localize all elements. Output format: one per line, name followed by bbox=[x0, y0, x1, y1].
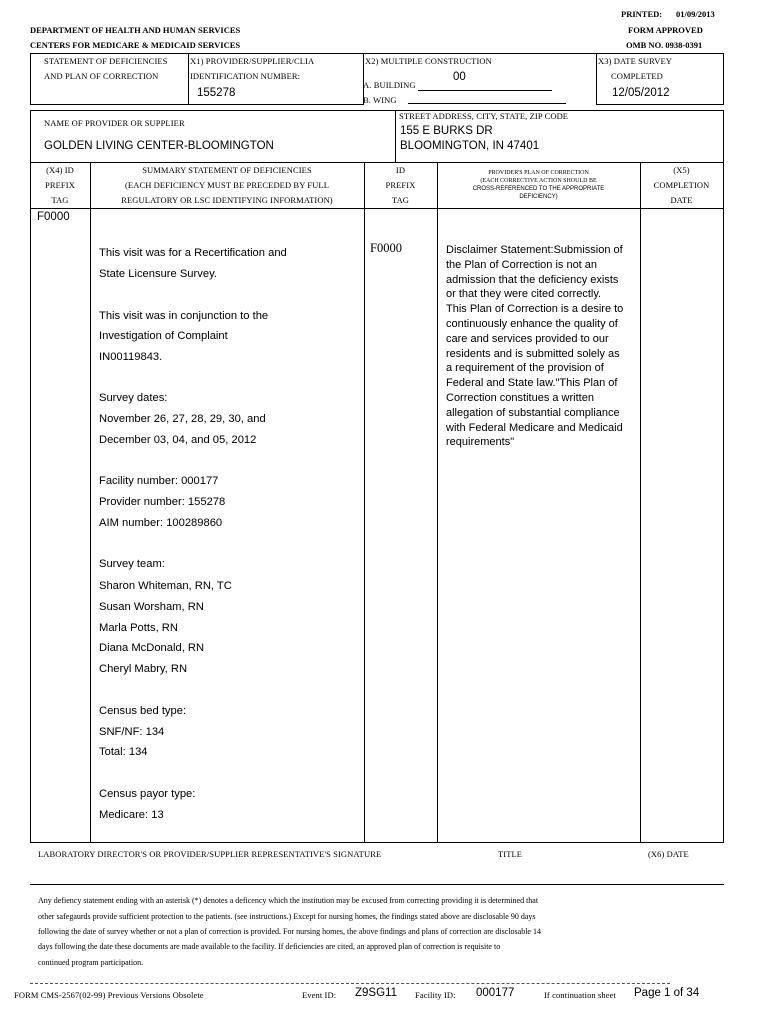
summary-line: This visit was in conjunction to the bbox=[99, 310, 269, 322]
summary-line: Survey team: bbox=[99, 558, 165, 570]
summary-line: December 03, 04, and 05, 2012 bbox=[99, 434, 257, 446]
x1-label-1: X1) PROVIDER/SUPPLIER/CLIA bbox=[190, 56, 315, 66]
summary-line: Marla Potts, RN bbox=[99, 622, 178, 634]
signature-label: LABORATORY DIRECTOR'S OR PROVIDER/SUPPLIER REPRESENTATIVE'S SIGNATURE bbox=[38, 849, 382, 859]
event-id-label: Event ID: bbox=[302, 990, 337, 1000]
poc-header-4: DEFICIENCY) bbox=[519, 194, 558, 200]
disclaimer-line: days following the date these documents are made available to the facility. If deficiencies are cited, an approved plan of correction is requisite to bbox=[38, 942, 501, 951]
form-identifier: FORM CMS-2567(02-99) Previous Versions Obsolete bbox=[14, 990, 204, 1000]
page-number: Page 1 of 34 bbox=[634, 987, 700, 999]
summary-line: Investigation of Complaint bbox=[99, 330, 228, 342]
x6-date-label: (X6) DATE bbox=[648, 849, 689, 859]
address-line-1: 155 E BURKS DR bbox=[400, 125, 493, 137]
wing-line bbox=[408, 103, 566, 104]
summary-header-1: SUMMARY STATEMENT OF DEFICIENCIES bbox=[142, 165, 312, 175]
plan-of-correction-text: Disclaimer Statement:Submission of the Plan of Correction is not an admission that the deficiency exists or that they were cited correctly. This Plan of Correction is a desire to continuously enhance the quality of care and services provided to our residents and is submitted solely as a requirement of the provision of Federal and State law."This Plan of Correction constitues a written allegation of substantial compliance with Federal Medicare and Medicaid requirements" bbox=[446, 244, 624, 449]
title-label: TITLE bbox=[498, 849, 523, 859]
summary-line: This visit was for a Recertification and bbox=[99, 247, 287, 259]
printed-label: PRINTED: bbox=[621, 9, 663, 19]
address-label: STREET ADDRESS, CITY, STATE, ZIP CODE bbox=[399, 111, 569, 121]
summary-line: Medicare: 13 bbox=[99, 809, 164, 821]
printed-date: 01/09/2013 bbox=[676, 9, 715, 19]
x5-header-1: (X5) bbox=[673, 165, 690, 175]
poc-header-1: PROVIDER'S PLAN OF CORRECTION bbox=[488, 170, 589, 176]
provider-id-value: 155278 bbox=[197, 87, 236, 99]
summary-line: November 26, 27, 28, 29, 30, and bbox=[99, 413, 266, 425]
statement-label-2: AND PLAN OF CORRECTION bbox=[44, 71, 159, 81]
construction-value: 00 bbox=[453, 71, 466, 83]
agency-title: CENTERS FOR MEDICARE & MEDICAID SERVICES bbox=[30, 40, 241, 50]
summary-line: Census payor type: bbox=[99, 788, 196, 800]
summary-line: IN00119843. bbox=[99, 351, 163, 363]
summary-line: Cheryl Mabry, RN bbox=[99, 663, 188, 675]
summary-line: Census bed type: bbox=[99, 705, 187, 717]
x4-header-1: (X4) ID bbox=[46, 165, 74, 175]
provider-name-label: NAME OF PROVIDER OR SUPPLIER bbox=[44, 118, 185, 128]
summary-line: Total: 134 bbox=[99, 746, 148, 758]
wing-label: B. WING bbox=[363, 95, 397, 105]
summary-line: SNF/NF: 134 bbox=[99, 726, 165, 738]
footer-divider bbox=[30, 983, 670, 984]
x1-label-2: IDENTIFICATION NUMBER: bbox=[190, 71, 301, 81]
summary-line: AIM number: 100289860 bbox=[99, 517, 223, 529]
event-id-value: Z9SG11 bbox=[355, 987, 397, 999]
address-line-2: BLOOMINGTON, IN 47401 bbox=[400, 140, 540, 152]
summary-line: State Licensure Survey. bbox=[99, 268, 217, 280]
omb-number: OMB NO. 0938-0391 bbox=[626, 40, 703, 50]
summary-line: Susan Worsham, RN bbox=[99, 601, 204, 613]
x5-header-2: COMPLETION bbox=[653, 180, 710, 190]
statement-label-1: STATEMENT OF DEFICIENCIES bbox=[44, 56, 168, 66]
continuation-label: If continuation sheet bbox=[544, 990, 616, 1000]
survey-date-value: 12/05/2012 bbox=[612, 87, 670, 99]
id-header-1: ID bbox=[395, 165, 406, 175]
id-header-3: TAG bbox=[391, 195, 410, 205]
summary-line: Diana McDonald, RN bbox=[99, 642, 205, 654]
poc-header-3: CROSS-REFERENCED TO THE APPROPRIATE bbox=[472, 186, 605, 192]
x3-label-1: X3) DATE SURVEY bbox=[598, 56, 673, 66]
x5-header-3: DATE bbox=[670, 195, 693, 205]
provider-name-value: GOLDEN LIVING CENTER-BLOOMINGTON bbox=[44, 140, 274, 152]
summary-header-3: REGULATORY OR LSC IDENTIFYING INFORMATION) bbox=[121, 195, 333, 205]
disclaimer-line: Any defiency statement ending with an asterisk (*) denotes a deficency which the institution may be excused from correcting providing it is determined that bbox=[38, 896, 539, 905]
x3-label-2: COMPLETED bbox=[611, 71, 663, 81]
left-tag: F0000 bbox=[37, 211, 70, 223]
id-header-2: PREFIX bbox=[385, 180, 416, 190]
x4-header-3: TAG bbox=[51, 195, 69, 205]
right-tag: F0000 bbox=[370, 241, 402, 255]
summary-line: Provider number: 155278 bbox=[99, 496, 226, 508]
facility-id-label: Facility ID: bbox=[415, 990, 456, 1000]
facility-id-value: 000177 bbox=[476, 987, 515, 999]
disclaimer-line: continued program participation. bbox=[38, 958, 144, 967]
disclaimer-line: other safegaurds provide sufficient protection to the patients. (see instructions.) Except for nursing homes, the findings stated above are disclosable 90 days bbox=[38, 912, 536, 921]
x2-label: X2) MULTIPLE CONSTRUCTION bbox=[365, 56, 492, 66]
disclaimer-line: following the date of survey whether or not a plan of correction is provided. For nursing homes, the above findings and plans of correction are disclosable 14 bbox=[38, 927, 541, 936]
department-title: DEPARTMENT OF HEALTH AND HUMAN SERVICES bbox=[30, 25, 241, 35]
building-label: A. BUILDING bbox=[363, 80, 416, 90]
form-approved: FORM APPROVED bbox=[628, 25, 703, 35]
building-line bbox=[418, 90, 552, 91]
summary-line: Sharon Whiteman, RN, TC bbox=[99, 580, 232, 592]
summary-header-2: (EACH DEFICIENCY MUST BE PRECEDED BY FULL bbox=[124, 180, 330, 190]
poc-header-2: (EACH CORRECTIVE ACTION SHOULD BE bbox=[480, 178, 597, 184]
x4-header-2: PREFIX bbox=[45, 180, 75, 190]
signature-divider bbox=[30, 884, 724, 885]
summary-line: Survey dates: bbox=[99, 392, 168, 404]
summary-line: Facility number: 000177 bbox=[99, 475, 219, 487]
